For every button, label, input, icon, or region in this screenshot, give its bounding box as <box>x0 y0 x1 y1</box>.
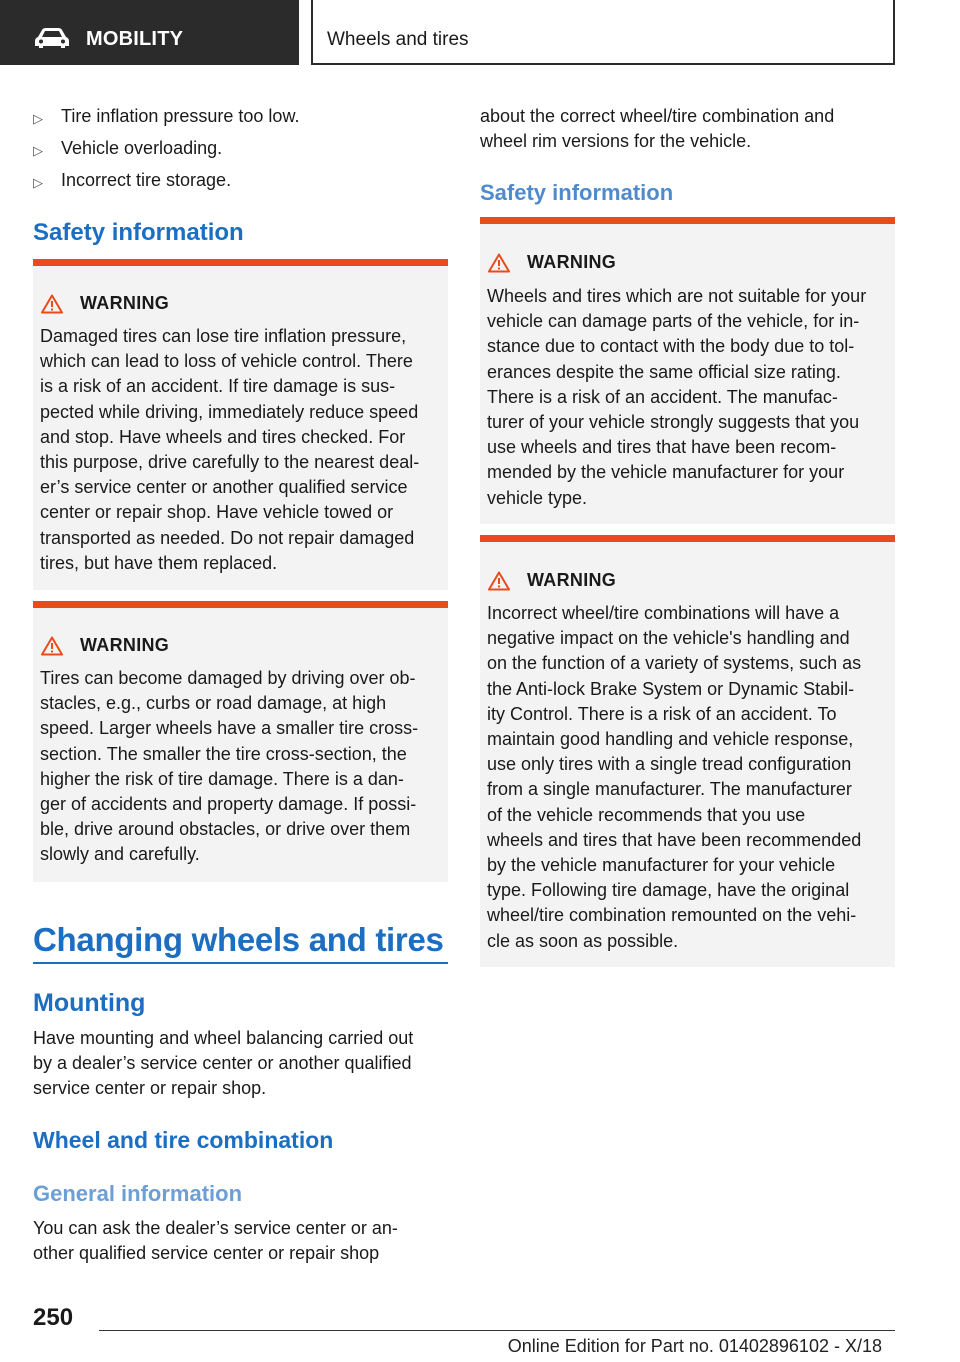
header-chapter-tab <box>311 0 895 65</box>
text-line: section. The smaller the tire cross-section, the <box>40 743 407 764</box>
text-line: wheels and tires that have been recommended <box>487 829 862 850</box>
text-line: cle as soon as possible. <box>487 930 679 951</box>
list-item-text: Tire inflation pressure too low. <box>61 106 300 126</box>
text-line: speed. Larger wheels have a smaller tire cross- <box>40 718 419 739</box>
warning-text <box>40 324 440 576</box>
warning-triangle-icon <box>41 294 63 314</box>
list-item <box>33 104 448 136</box>
list-item <box>33 168 448 200</box>
text-line: this purpose, drive carefully to the nearest deal‐ <box>40 452 420 473</box>
triangle-bullet-icon: ▷ <box>33 111 43 126</box>
warning-text <box>487 601 887 954</box>
warning-header <box>41 635 169 656</box>
page-number: 250 <box>33 1304 74 1331</box>
text-line: erances despite the same official size rating. <box>487 361 841 382</box>
text-line: Have mounting and wheel balancing carried out <box>33 1028 414 1048</box>
text-line: and stop. Have wheels and tires checked. For <box>40 426 406 447</box>
text-line: use wheels and tires that have been recom‐ <box>487 437 837 458</box>
intro-paragraph <box>480 104 895 154</box>
warning-header <box>488 570 616 591</box>
list-item-text: Vehicle overloading. <box>61 138 223 158</box>
text-line: type. Following tire damage, have the original <box>487 880 850 901</box>
text-line: is a risk of an accident. If tire damage is sus‐ <box>40 376 396 397</box>
text-line: the Anti-lock Brake System or Dynamic Stabil‐ <box>487 678 855 699</box>
text-line: stacles, e.g., curbs or road damage, at high <box>40 693 387 714</box>
cause-list <box>33 104 448 200</box>
warning-label: WARNING <box>527 252 617 272</box>
general-info-paragraph <box>33 1216 448 1266</box>
list-item-text: Incorrect tire storage. <box>61 170 232 190</box>
mounting-heading: Mounting <box>33 989 146 1017</box>
text-line: You can ask the dealer’s service center or an‐ <box>33 1218 398 1238</box>
combination-heading: Wheel and tire combination <box>33 1127 334 1153</box>
text-line: Damaged tires can lose tire inflation pressure, <box>40 326 407 346</box>
triangle-bullet-icon: ▷ <box>33 175 43 190</box>
right-safety-heading: Safety information <box>480 180 674 205</box>
text-line: vehicle type. <box>487 487 588 508</box>
warning-text <box>487 284 887 511</box>
warning-triangle-icon <box>41 636 63 656</box>
warning-header <box>41 293 169 314</box>
general-info-heading: General information <box>33 1181 243 1206</box>
text-line: on the function of a variety of systems, such as <box>487 653 862 674</box>
edition-note: Online Edition for Part no. 01402896102 - X/18 <box>507 1336 882 1356</box>
warning-box <box>33 601 448 882</box>
warning-label: WARNING <box>80 293 170 313</box>
text-line: higher the risk of tire damage. There is a dan‐ <box>40 768 404 789</box>
text-line: There is a risk of an accident. The manufac‐ <box>487 386 838 407</box>
left-safety-heading: Safety information <box>33 219 244 246</box>
triangle-bullet-icon: ▷ <box>33 143 43 158</box>
text-line: negative impact on the vehicle's handling and <box>487 628 850 649</box>
text-line: wheel/tire combination remounted on the vehi‐ <box>487 905 857 926</box>
text-line: ger of accidents and property damage. If possi‐ <box>40 794 417 815</box>
text-line: turer of your vehicle strongly suggests that you <box>487 412 860 433</box>
text-line: about the correct wheel/tire combination and <box>480 106 835 126</box>
text-line: center or repair shop. Have vehicle towed or <box>40 502 394 523</box>
warning-label: WARNING <box>527 570 617 590</box>
text-line: from a single manufacturer. The manufacturer <box>487 779 852 800</box>
warning-box <box>480 535 895 967</box>
text-line: other qualified service center or repair shop <box>33 1243 380 1264</box>
text-line: service center or repair shop. <box>33 1078 267 1099</box>
mounting-paragraph <box>33 1026 448 1102</box>
text-line: Incorrect wheel/tire combinations will have a <box>487 603 840 623</box>
warning-box <box>480 217 895 524</box>
text-line: er’s service center or another qualified service <box>40 477 408 498</box>
text-line: maintain good handling and vehicle response, <box>487 729 854 750</box>
text-line: ity Control. There is a risk of an accident. To <box>487 703 837 724</box>
chapter-heading: Changing wheels and tires <box>33 921 444 958</box>
text-line: Wheels and tires which are not suitable for your <box>487 286 867 306</box>
header-section-label: MOBILITY <box>86 28 184 50</box>
warning-triangle-icon <box>488 253 510 273</box>
text-line: tires, but have them replaced. <box>40 552 278 573</box>
warning-text <box>40 666 440 868</box>
header-chapter-label: Wheels and tires <box>327 29 469 50</box>
text-line: of the vehicle recommends that you use <box>487 804 806 825</box>
text-line: use only tires with a single tread configuration <box>487 754 852 775</box>
text-line: slowly and carefully. <box>40 844 200 865</box>
text-line: ble, drive around obstacles, or drive over them <box>40 819 411 840</box>
text-line: by a dealer’s service center or another qualified <box>33 1053 412 1074</box>
text-line: pected while driving, immediately reduce speed <box>40 401 419 422</box>
list-item <box>33 136 448 168</box>
text-line: stance due to contact with the body due to tol‐ <box>487 336 855 357</box>
header-section-tab <box>0 0 299 65</box>
text-line: mended by the vehicle manufacturer for your <box>487 462 845 483</box>
warning-label: WARNING <box>80 635 170 655</box>
text-line: vehicle can damage parts of the vehicle, for in‐ <box>487 311 860 332</box>
heading-rule <box>33 962 448 964</box>
text-line: transported as needed. Do not repair damaged <box>40 527 415 548</box>
warning-box <box>33 259 448 590</box>
warning-triangle-icon <box>488 571 510 591</box>
warning-header <box>488 252 616 273</box>
text-line: Tires can become damaged by driving over ob‐ <box>40 668 416 688</box>
text-line: by the vehicle manufacturer for your vehicle <box>487 855 836 876</box>
text-line: which can lead to loss of vehicle control. There <box>40 351 413 372</box>
footer-rule <box>99 1330 895 1331</box>
car-icon <box>34 27 70 49</box>
text-line: wheel rim versions for the vehicle. <box>480 131 752 152</box>
